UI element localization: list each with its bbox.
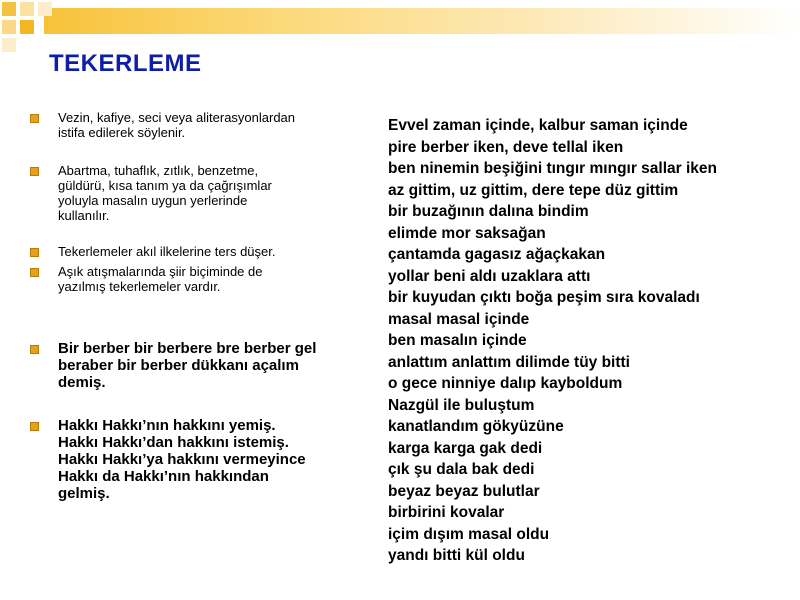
square-bullet-icon bbox=[30, 422, 39, 431]
slide-title: TEKERLEME bbox=[49, 50, 202, 77]
poem-line: masal masal içinde bbox=[388, 310, 530, 328]
bullet-text: Aşık atışmalarında şiir biçiminde de yazılmış tekerlemeler vardır. bbox=[58, 264, 263, 294]
bullet-text: Tekerlemeler akıl ilkelerine ters düşer. bbox=[58, 244, 276, 259]
bullet-text: Bir berber bir berbere bre berber gel beraber bir berber dükkanı açalım demiş. bbox=[58, 340, 317, 391]
poem-line: Nazgül ile buluştum bbox=[388, 396, 535, 414]
bullet-item bbox=[28, 264, 373, 294]
poem-text-block bbox=[388, 115, 788, 567]
poem-line: yollar beni aldı uzaklara attı bbox=[388, 267, 591, 285]
poem-line: karga karga gak dedi bbox=[388, 439, 543, 457]
header-gradient-bar bbox=[44, 8, 800, 34]
poem-line: elimde mor saksağan bbox=[388, 224, 546, 242]
poem-line: içim dışım masal oldu bbox=[388, 525, 550, 543]
poem-line: Evvel zaman içinde, kalbur saman içinde bbox=[388, 117, 688, 134]
poem-line: pire berber iken, deve tellal iken bbox=[388, 138, 624, 156]
poem-line: çık şu dala bak dedi bbox=[388, 461, 535, 478]
corner-square bbox=[2, 2, 16, 16]
poem-line: çantamda gagasız ağaçkakan bbox=[388, 246, 606, 263]
bullet-text: Vezin, kafiye, seci veya aliterasyonlardan istifa edilerek söylenir. bbox=[58, 110, 296, 140]
bullet-item bbox=[28, 340, 373, 391]
corner-square bbox=[20, 20, 34, 34]
poem-line: beyaz beyaz bulutlar bbox=[388, 482, 540, 500]
square-bullet-icon bbox=[30, 345, 39, 354]
corner-square bbox=[20, 2, 34, 16]
poem-line: ben ninemin beşiğini tıngır mıngır sallar iken bbox=[388, 160, 718, 177]
poem-line: birbirini kovalar bbox=[388, 504, 505, 521]
poem-line: yandı bitti kül oldu bbox=[388, 547, 525, 564]
poem-line: bir buzağının dalına bindim bbox=[388, 203, 589, 220]
bullet-item bbox=[28, 110, 373, 140]
square-bullet-icon bbox=[30, 167, 39, 176]
poem-line: kanatlandım gökyüzüne bbox=[388, 418, 564, 435]
poem-line: ben masalın içinde bbox=[388, 332, 527, 349]
bullet-item bbox=[28, 417, 373, 502]
bullet-item bbox=[28, 244, 373, 259]
corner-square bbox=[2, 38, 16, 52]
bullet-text: Abartma, tuhaflık, zıtlık, benzetme, güldürü, kısa tanım ya da çağrışımlar yoluyla masalın uygun yerlerinde kullanılır. bbox=[58, 163, 272, 223]
square-bullet-icon bbox=[30, 248, 39, 257]
poem-line: anlattım anlattım dilimde tüy bitti bbox=[388, 353, 630, 371]
square-bullet-icon bbox=[30, 268, 39, 277]
bullet-item bbox=[28, 163, 373, 223]
poem-line: az gittim, uz gittim, dere tepe düz gittim bbox=[388, 181, 679, 199]
square-bullet-icon bbox=[30, 114, 39, 123]
poem-line: o gece ninniye dalıp kayboldum bbox=[388, 375, 623, 392]
bullet-text: Hakkı Hakkı’nın hakkını yemiş. Hakkı Hakkı’dan hakkını istemiş. Hakkı Hakkı’ya hakkını vermeyince Hakkı da Hakkı’nın hakkından gelmiş. bbox=[58, 417, 306, 502]
poem-line: bir kuyudan çıktı boğa peşim sıra kovaladı bbox=[388, 289, 700, 306]
corner-square bbox=[2, 20, 16, 34]
corner-square bbox=[38, 2, 52, 16]
